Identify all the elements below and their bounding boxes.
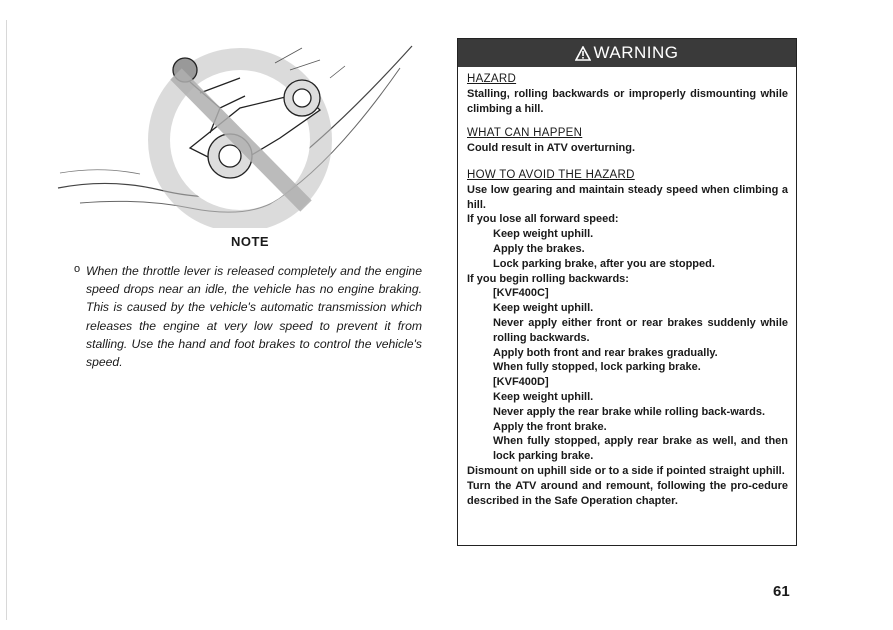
avoid-hazard-line: Keep weight uphill. — [493, 228, 594, 241]
note-text: When the throttle lever is released completely and the engine speed drops near an idle, the vehicle has no engine braking. This is caused by the vehicle's automatic transmission which releases the engine at very low speed to prevent it from stalling. Use the hand and foot brakes to control the vehicle's speed. — [86, 264, 422, 370]
warning-header — [458, 39, 796, 67]
page-edge — [6, 20, 7, 620]
avoid-hazard-line: Apply the front brake. — [493, 420, 607, 433]
avoid-hazard-line: Apply both front and rear brakes gradually. — [493, 346, 718, 359]
avoid-hazard-line: Lock parking brake, after you are stopped. — [493, 257, 715, 270]
avoid-hazard-line: If you lose all forward speed: — [467, 213, 619, 226]
avoid-hazard-line: Keep weight uphill. — [493, 302, 594, 315]
avoid-hazard-line: Dismount on uphill side or to a side if pointed straight uphill. — [467, 464, 785, 477]
avoid-hazard-line: [KVF400D] — [493, 376, 549, 389]
avoid-hazard-line: Use low gearing and maintain steady speed when climbing a hill. — [467, 183, 788, 211]
avoid-hazard-title: HOW TO AVOID THE HAZARD — [467, 168, 635, 181]
avoid-hazard-line: [KVF400C] — [493, 287, 549, 300]
page-number: 61 — [773, 583, 790, 600]
hazard-title: HAZARD — [467, 73, 517, 85]
warning-title: WARNING — [593, 43, 679, 62]
warning-triangle-icon — [575, 46, 591, 61]
avoid-hazard-line: Never apply either front or rear brakes suddenly while rolling backwards. — [493, 316, 788, 344]
avoid-hazard-line: Apply the brakes. — [493, 242, 585, 255]
avoid-hazard-line: If you begin rolling backwards: — [467, 272, 629, 285]
avoid-hazard-line: When fully stopped, lock parking brake. — [493, 361, 701, 374]
warning-box — [457, 38, 797, 546]
what-can-happen-title: WHAT CAN HAPPEN — [467, 127, 583, 140]
note-heading: NOTE — [230, 234, 270, 249]
avoid-hazard-line: Keep weight uphill. — [493, 390, 594, 403]
avoid-hazard-line: When fully stopped, apply rear brake as well, and then lock parking brake. — [493, 435, 788, 463]
avoid-hazard-line: Never apply the rear brake while rolling back-wards. — [493, 405, 766, 418]
note-bullet: o — [74, 263, 81, 275]
avoid-hazard-list — [467, 183, 788, 509]
hazard-text: Stalling, rolling backwards or improperly dismounting while climbing a hill. — [467, 87, 788, 115]
what-can-happen-text: Could result in ATV overturning. — [467, 142, 636, 155]
avoid-hazard-line: Turn the ATV around and remount, following the pro-cedure described in the Safe Operation chapter. — [467, 479, 788, 507]
atv-hill-prohibited-illustration — [40, 38, 420, 228]
